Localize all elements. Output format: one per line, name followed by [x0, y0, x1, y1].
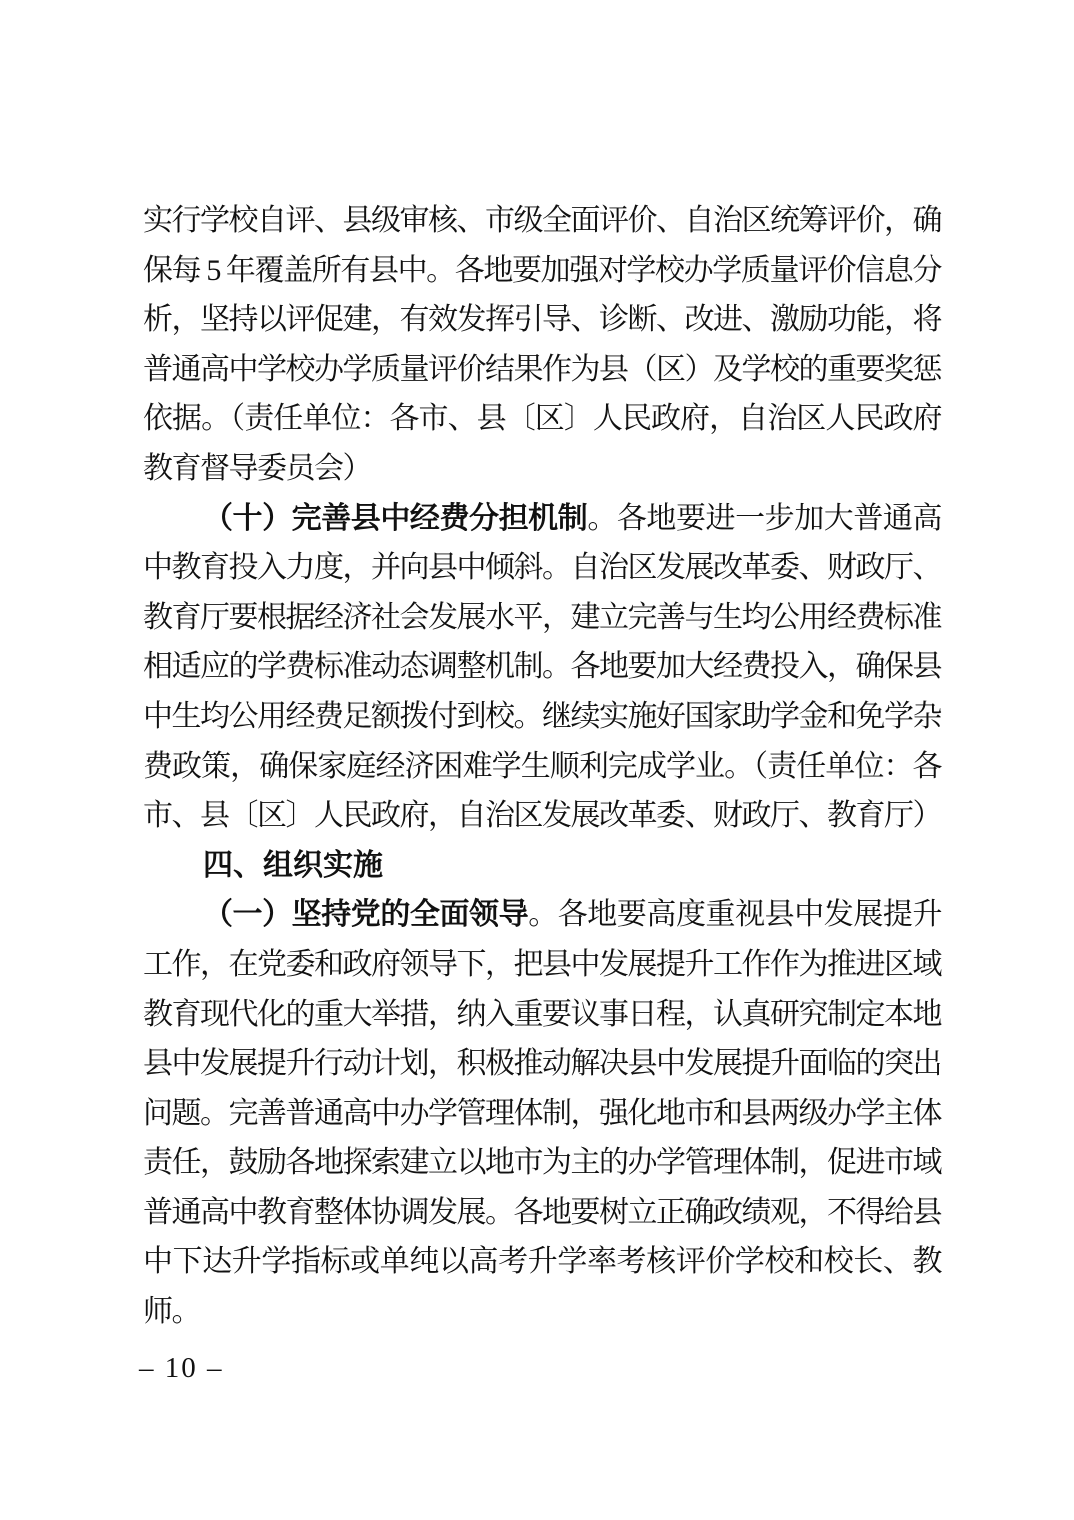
page-number: – 10 –	[139, 1352, 224, 1384]
body-paragraph: （一）坚持党的全面领导。各地要高度重视县中发展提升工作，在党委和政府领导下，把县中发展提升工作作为推进区域教育现代化的重大举措，纳入重要议事日程，认真研究制定本地县中发展提升行动计划，积极推动解决县中发展提升面临的突出问题。完善普通高中办学管理体制，强化地市和县两级办学主体责任，鼓励各地探索建立以地市为主的办学管理体制，促进市域普通高中教育整体协调发展。各地要树立正确政绩观，不得给县中下达升学指标或单纯以高考升学率考核评价学校和校长、教师。	[143, 898, 941, 1329]
document-body	[143, 196, 941, 1337]
paragraph-bold-lead: （一）坚持党的全面领导	[203, 898, 529, 932]
continuation-paragraph: 实行学校自评、县级审核、市级全面评价、自治区统筹评价，确保每 5 年覆盖所有县中。各地要加强对学校办学质量评价信息分析，坚持以评促建，有效发挥引导、诊断、改进、激励功能，将普通高中学校办学质量评价结果作为县（区）及学校的重要奖惩依据。（责任单位：各市、县〔区〕人民政府，自治区人民政府教育督导委员会）	[143, 204, 941, 485]
paragraph-bold-lead: （十）完善县中经费分担机制	[203, 501, 588, 535]
section-heading: 四、组织实施	[203, 848, 383, 882]
body-paragraph: （十）完善县中经费分担机制。各地要进一步加大普通高中教育投入力度，并向县中倾斜。自治区发展改革委、财政厅、教育厅要根据经济社会发展水平，建立完善与生均公用经费标准相适应的学费标准动态调整机制。各地要加大经费投入，确保县中生均公用经费足额拨付到校。继续实施好国家助学金和免学杂费政策，确保家庭经济困难学生顺利完成学业。（责任单位：各市、县〔区〕人民政府，自治区发展改革委、财政厅、教育厅）	[143, 501, 941, 833]
